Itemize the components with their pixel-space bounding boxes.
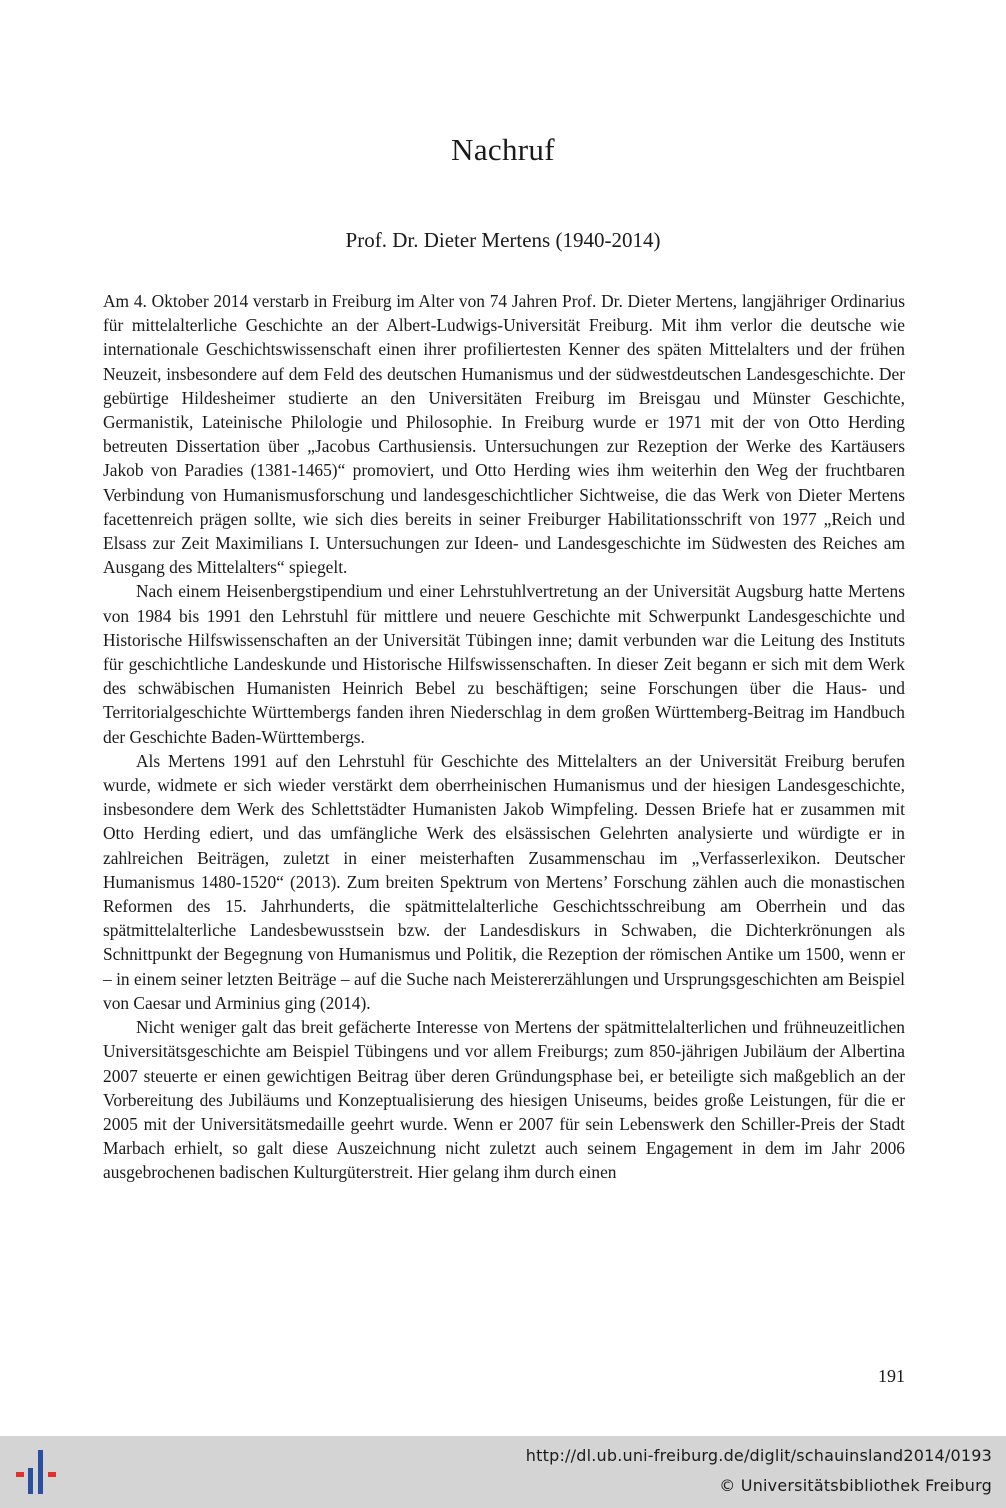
page-number: 191 <box>878 1366 905 1386</box>
page-title: Nachruf <box>451 132 555 167</box>
paragraph: Nicht weniger galt das breit gefächerte Interesse von Mertens der spätmittelalterlichen und frühneuzeitlichen Universitätsgeschichte am Beispiel Tübingens und vor allem Freiburgs; zum 850-jährigen Jubiläum der Albertina 2007 steuerte er einen gewichtigen Beitrag über deren Gründungsphase bei, er beteiligte sich maßgeblich an der Vorbereitung des Jubiläums und Konzeptualisierung des hiesigen Uniseums, beides große Leistungen, für die er 2005 mit der Universitätsmedaille geehrt wurde. Wenn er 2007 für sein Lebenswerk den Schiller-Preis der Stadt Marbach erhielt, so galt diese Auszeichnung nicht zuletzt auch seinem Engagement in dem im Jahr 2006 ausgebrochenen badischen Kulturgüterstreit. Hier gelang ihm durch einen <box>103 1017 905 1183</box>
paragraph: Nach einem Heisenbergstipendium und einer Lehrstuhlvertretung an der Universität Augsburg hatte Mertens von 1984 bis 1991 den Lehrstuhl für mittlere und neuere Geschichte mit Schwerpunkt Landesgeschichte und Historische Hilfswissenschaften an der Universität Tübingen inne; damit verbunden war die Leitung des Instituts für geschichtliche Landeskunde und Historische Hilfswissenschaften. In dieser Zeit begann er sich mit dem Werk des schwäbischen Humanisten Heinrich Bebel zu beschäftigen; seine Forschungen über die Haus- und Territorialgeschichte Württembergs fanden ihren Niederschlag in dem großen Württemberg-Beitrag im Handbuch der Geschichte Baden-Württembergs. <box>103 581 905 747</box>
paragraph: Am 4. Oktober 2014 verstarb in Freiburg im Alter von 74 Jahren Prof. Dr. Dieter Mertens, langjähriger Ordinarius für mittelalterliche Geschichte an der Albert-Ludwigs-Universität Freiburg. Mit ihm verlor die deutsche wie internationale Geschichtswissenschaft einen ihrer profiliertesten Kenner des späten Mittelalters und der frühen Neuzeit, insbesondere auf dem Feld des deutschen Humanismus und der südwestdeutschen Landesgeschichte. Der gebürtige Hildesheimer studierte an den Universitäten Freiburg im Breisgau und Münster Geschichte, Germanistik, Lateinische Philologie und Philosophie. In Freiburg wurde er 1971 mit der von Otto Herding betreuten Dissertation über „Jacobus Carthusiensis. Untersuchungen zur Rezeption der Werke des Kartäusers Jakob von Paradies (1381-1465)“ promoviert, und Otto Herding wies ihm weiterhin den Weg der fruchtbaren Verbindung von Humanismusforschung und landesgeschichtlicher Sichtweise, die das Werk von Dieter Mertens facettenreich prägen sollte, wie sich dies bereits in seiner Freiburger Habilitationsschrift von 1977 „Reich und Elsass zur Zeit Maximilians I. Untersuchungen zur Ideen- und Landesgeschichte im Südwesten des Reiches am Ausgang des Mittelalters“ spiegelt. <box>103 291 905 578</box>
paragraph: Als Mertens 1991 auf den Lehrstuhl für Geschichte des Mittelalters an der Universität Freiburg berufen wurde, widmete er sich wieder verstärkt dem oberrheinischen Humanismus und der hiesigen Landesgeschichte, insbesondere dem Werk des Schlettstädter Humanisten Jakob Wimpfeling. Dessen Briefe hat er zusammen mit Otto Herding ediert, und das umfängliche Werk des elsässischen Gelehrten analysierte und würdigte er in zahlreichen Beiträgen, zuletzt in einer meisterhaften Zusammenschau im „Verfasserlexikon. Deutscher Humanismus 1480-1520“ (2013). Zum breiten Spektrum von Mertens’ Forschung zählen auch die monastischen Reformen des 15. Jahrhunderts, die spätmittelalterliche Geschichtsschreibung am Oberrhein und das spätmittelalterliche Landesbewusstsein bzw. der Landesdiskurs in Schwaben, die Dichterkrönungen als Schnittpunkt der Begegnung von Humanismus und Politik, die Rezeption der römischen Antike um 1500, wenn er – in einem seiner letzten Beiträge – auf die Suche nach Meistererzählungen und Ursprungsgeschichten am Beispiel von Caesar und Arminius ging (2014). <box>103 750 905 1013</box>
obituary-subtitle: Prof. Dr. Dieter Mertens (1940-2014) <box>345 228 661 252</box>
permalink-url[interactable]: http://dl.ub.uni-freiburg.de/diglit/schauinsland2014/0193 <box>525 1446 992 1465</box>
footer-bar <box>0 1436 1006 1508</box>
ub-freiburg-logo-icon <box>12 1444 64 1500</box>
body-text <box>103 289 905 1185</box>
copyright-notice: © Universitätsbibliothek Freiburg <box>719 1476 992 1495</box>
